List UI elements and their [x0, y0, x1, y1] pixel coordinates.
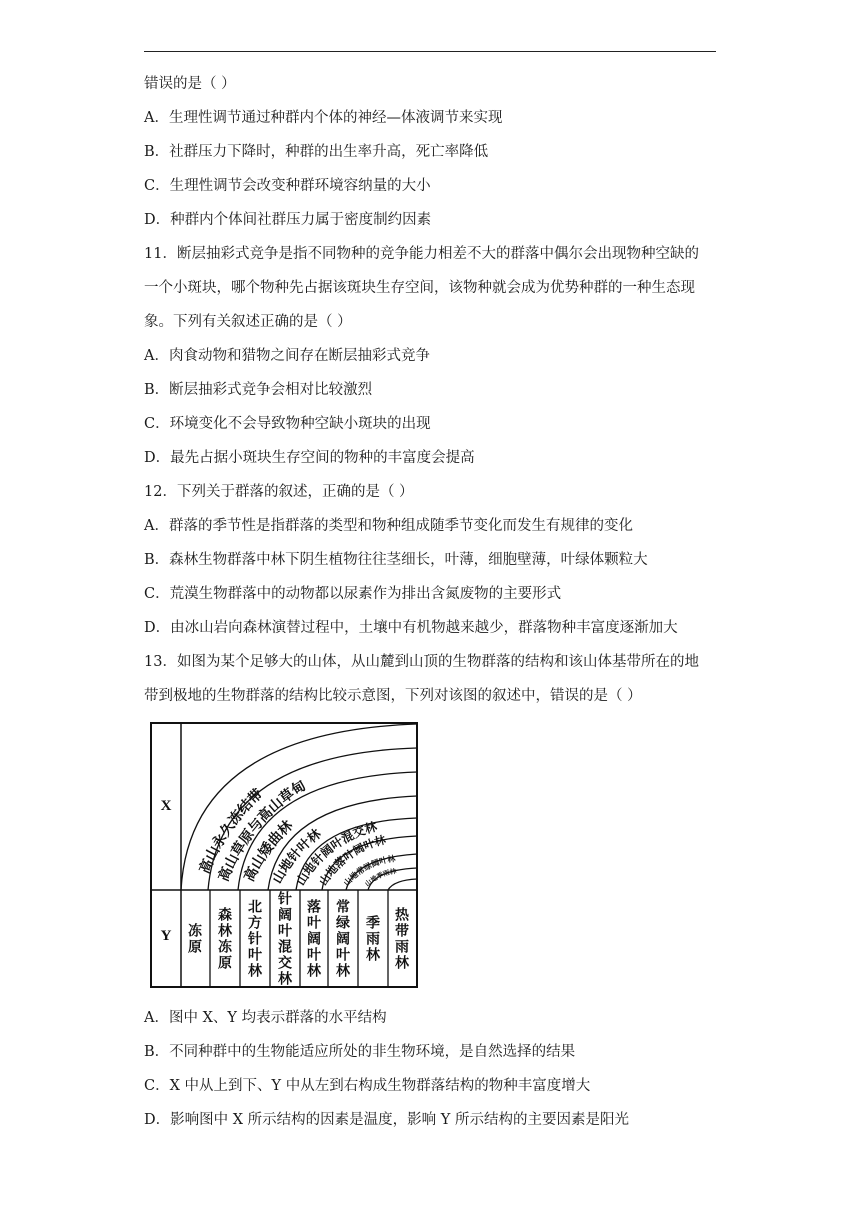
q13-stem-line1: 13．如图为某个足够大的山体，从山麓到山顶的生物群落的结构和该山体基带所在的地 — [144, 654, 699, 670]
arc-label-monsoon: 山地季雨林 — [363, 867, 397, 889]
q11-option-c: C．环境变化不会导致物种空缺小斑块的出现 — [144, 416, 431, 432]
q12-option-b: B．森林生物群落中林下阴生植物往往茎细长，叶薄，细胞壁薄，叶绿体颗粒大 — [144, 552, 648, 568]
y-column-label: 针阔叶混交林 — [278, 891, 292, 988]
header-rule — [144, 51, 716, 52]
arc-label-coniferous: 山地针叶林 — [270, 826, 325, 887]
q10-stem-tail: 错误的是（ ） — [144, 76, 236, 92]
arc-label-mixed-forest: 山地针阔叶混交林 — [293, 819, 379, 888]
q10-option-a: A．生理性调节通过种群内个体的神经—体液调节来实现 — [144, 110, 503, 126]
q13-option-c: C．X 中从上到下、Y 中从左到右构成生物群落结构的物种丰富度增大 — [144, 1078, 591, 1094]
q13-stem-line2: 带到极地的生物群落的结构比较示意图，下列对该图的叙述中，错误的是（ ） — [144, 688, 642, 704]
q11-stem-line3: 象。下列有关叙述正确的是（ ） — [144, 314, 352, 330]
y-column-label: 热带雨林 — [395, 907, 409, 972]
y-column-label: 常绿阔叶林 — [336, 899, 350, 980]
q10-option-d: D．种群内个体间社群压力属于密度制约因素 — [144, 212, 432, 228]
q11-option-b: B．断层抽彩式竞争会相对比较激烈 — [144, 382, 373, 398]
y-column-label: 森林冻原 — [218, 907, 232, 972]
arc-label-deciduous: 山地落叶阔叶林 — [316, 833, 388, 888]
q11-option-a: A．肉食动物和猎物之间存在断层抽彩式竞争 — [144, 348, 430, 364]
y-label: Y — [160, 928, 172, 944]
q12-option-a: A．群落的季节性是指群落的类型和物种组成随季节变化而发生有规律的变化 — [144, 518, 633, 534]
arc-label-permafrost: 高山永久冻结带 — [196, 786, 267, 877]
arc-label-alpine-meadow: 高山草原与高山草甸 — [215, 777, 310, 884]
q11-stem-line2: 一个小斑块，哪个物种先占据该斑块生存空间，该物种就会成为优势种群的一种生态现 — [144, 280, 695, 296]
q12-option-d: D．由冰山岩向森林演替过程中，土壤中有机物越来越少，群落物种丰富度逐渐加大 — [144, 620, 678, 636]
q13-option-d: D．影响图中 X 所示结构的因素是温度，影响 Y 所示结构的主要因素是阳光 — [144, 1112, 629, 1128]
y-column-label: 北方针叶林 — [248, 899, 262, 980]
community-structure-diagram — [150, 722, 420, 990]
q13-option-b: B．不同种群中的生物能适应所处的非生物环境，是自然选择的结果 — [144, 1044, 576, 1060]
y-column-label: 季雨林 — [366, 915, 380, 964]
q13-option-a: A．图中 X、Y 均表示群落的水平结构 — [144, 1010, 387, 1026]
arc-label-evergreen: 山地常绿阔叶林 — [342, 854, 396, 888]
x-label: X — [160, 798, 172, 814]
y-column-label: 落叶阔叶林 — [307, 899, 321, 980]
q12-stem: 12．下列关于群落的叙述，正确的是（ ） — [144, 484, 414, 500]
q11-option-d: D．最先占据小斑块生存空间的物种的丰富度会提高 — [144, 450, 475, 466]
y-column-label: 冻原 — [188, 923, 202, 956]
arc-label-krummholz: 高山矮曲林 — [241, 817, 297, 885]
q12-option-c: C．荒漠生物群落中的动物都以尿素作为排出含氮废物的主要形式 — [144, 586, 562, 602]
q10-option-c: C．生理性调节会改变种群环境容纳量的大小 — [144, 178, 431, 194]
q11-stem-line1: 11．断层抽彩式竞争是指不同物种的竞争能力相差不大的群落中偶尔会出现物种空缺的 — [144, 246, 699, 262]
q10-option-b: B．社群压力下降时，种群的出生率升高，死亡率降低 — [144, 144, 489, 160]
